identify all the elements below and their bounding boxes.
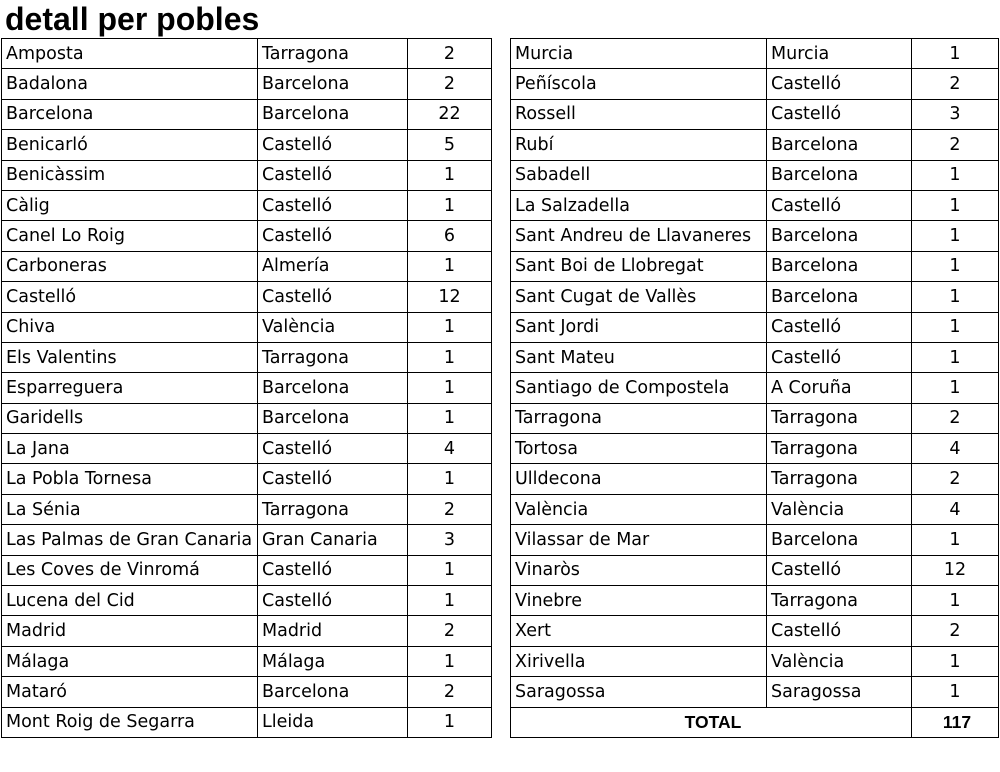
count-cell: 1 xyxy=(912,342,999,372)
province-cell: Tarragona xyxy=(767,586,912,616)
table-row xyxy=(511,312,999,342)
province-cell: València xyxy=(767,646,912,676)
count-cell: 1 xyxy=(408,707,492,737)
province-cell: Barcelona xyxy=(258,677,408,707)
count-cell: 1 xyxy=(408,342,492,372)
province-cell: Tarragona xyxy=(258,494,408,524)
count-cell: 3 xyxy=(408,525,492,555)
count-cell: 1 xyxy=(912,525,999,555)
count-cell: 1 xyxy=(912,160,999,190)
town-cell: Tarragona xyxy=(511,403,767,433)
count-cell: 2 xyxy=(408,677,492,707)
town-cell: Madrid xyxy=(2,616,258,646)
table-row xyxy=(511,282,999,312)
count-cell: 2 xyxy=(912,69,999,99)
town-cell: Chiva xyxy=(2,312,258,342)
table-row xyxy=(2,130,492,160)
town-cell: Tortosa xyxy=(511,434,767,464)
total-label: TOTAL xyxy=(511,707,912,737)
town-cell: Carboneras xyxy=(2,251,258,281)
town-cell: Benicarló xyxy=(2,130,258,160)
table-row xyxy=(2,69,492,99)
count-cell: 2 xyxy=(912,403,999,433)
province-cell: Castelló xyxy=(258,282,408,312)
count-cell: 1 xyxy=(408,312,492,342)
count-cell: 4 xyxy=(408,434,492,464)
count-cell: 2 xyxy=(408,69,492,99)
table-row xyxy=(511,251,999,281)
town-cell: La Jana xyxy=(2,434,258,464)
town-cell: Rossell xyxy=(511,99,767,129)
table-row xyxy=(2,525,492,555)
count-cell: 1 xyxy=(408,646,492,676)
province-cell: Castelló xyxy=(258,130,408,160)
table-row xyxy=(2,39,492,69)
province-cell: A Coruña xyxy=(767,373,912,403)
count-cell: 1 xyxy=(912,586,999,616)
table-row xyxy=(2,99,492,129)
count-cell: 3 xyxy=(912,99,999,129)
table-row xyxy=(2,342,492,372)
town-cell: Santiago de Compostela xyxy=(511,373,767,403)
town-cell: La Pobla Tornesa xyxy=(2,464,258,494)
town-cell: La Salzadella xyxy=(511,190,767,220)
town-cell: Càlig xyxy=(2,190,258,220)
count-cell: 1 xyxy=(408,251,492,281)
town-cell: Castelló xyxy=(2,282,258,312)
province-cell: Tarragona xyxy=(767,434,912,464)
towns-table-left xyxy=(1,38,492,738)
province-cell: Castelló xyxy=(767,555,912,585)
province-cell: Barcelona xyxy=(258,69,408,99)
town-cell: Esparreguera xyxy=(2,373,258,403)
province-cell: Málaga xyxy=(258,646,408,676)
table-row xyxy=(2,555,492,585)
count-cell: 2 xyxy=(408,39,492,69)
count-cell: 2 xyxy=(408,616,492,646)
towns-table-right xyxy=(510,38,999,738)
count-cell: 6 xyxy=(408,221,492,251)
province-cell: Tarragona xyxy=(767,403,912,433)
town-cell: Sant Andreu de Llavaneres xyxy=(511,221,767,251)
count-cell: 22 xyxy=(408,99,492,129)
table-row xyxy=(511,525,999,555)
table-row xyxy=(511,464,999,494)
towns-table-left-body xyxy=(2,39,492,738)
province-cell: Castelló xyxy=(258,160,408,190)
table-row xyxy=(2,221,492,251)
table-row xyxy=(2,707,492,737)
town-cell: Peñíscola xyxy=(511,69,767,99)
table-row xyxy=(511,616,999,646)
province-cell: Gran Canaria xyxy=(258,525,408,555)
province-cell: Castelló xyxy=(767,342,912,372)
town-cell: Sabadell xyxy=(511,160,767,190)
province-cell: Castelló xyxy=(258,221,408,251)
province-cell: Lleida xyxy=(258,707,408,737)
count-cell: 1 xyxy=(912,39,999,69)
count-cell: 1 xyxy=(408,555,492,585)
town-cell: Xert xyxy=(511,616,767,646)
table-row xyxy=(511,555,999,585)
province-cell: Barcelona xyxy=(767,221,912,251)
province-cell: Barcelona xyxy=(767,251,912,281)
town-cell: Rubí xyxy=(511,130,767,160)
town-cell: Las Palmas de Gran Canaria xyxy=(2,525,258,555)
province-cell: Saragossa xyxy=(767,677,912,707)
province-cell: Tarragona xyxy=(258,39,408,69)
total-row xyxy=(511,707,999,737)
province-cell: Castelló xyxy=(258,586,408,616)
table-row xyxy=(511,586,999,616)
province-cell: Castelló xyxy=(767,99,912,129)
table-row xyxy=(511,160,999,190)
table-row xyxy=(511,190,999,220)
town-cell: Ulldecona xyxy=(511,464,767,494)
table-row xyxy=(2,494,492,524)
table-row xyxy=(2,282,492,312)
count-cell: 1 xyxy=(912,677,999,707)
count-cell: 4 xyxy=(912,494,999,524)
province-cell: Castelló xyxy=(767,616,912,646)
towns-table-right-body xyxy=(511,39,999,708)
table-row xyxy=(2,434,492,464)
count-cell: 1 xyxy=(912,373,999,403)
table-row xyxy=(511,39,999,69)
count-cell: 1 xyxy=(408,586,492,616)
province-cell: València xyxy=(767,494,912,524)
town-cell: Mont Roig de Segarra xyxy=(2,707,258,737)
count-cell: 1 xyxy=(912,190,999,220)
table-row xyxy=(2,373,492,403)
province-cell: Barcelona xyxy=(258,403,408,433)
province-cell: Madrid xyxy=(258,616,408,646)
province-cell: Barcelona xyxy=(767,282,912,312)
table-row xyxy=(2,403,492,433)
count-cell: 2 xyxy=(912,130,999,160)
table-row xyxy=(511,494,999,524)
count-cell: 1 xyxy=(408,190,492,220)
table-row xyxy=(511,221,999,251)
town-cell: Lucena del Cid xyxy=(2,586,258,616)
town-cell: Sant Mateu xyxy=(511,342,767,372)
province-cell: Tarragona xyxy=(767,464,912,494)
town-cell: Sant Cugat de Vallès xyxy=(511,282,767,312)
province-cell: Tarragona xyxy=(258,342,408,372)
count-cell: 1 xyxy=(912,312,999,342)
town-cell: Benicàssim xyxy=(2,160,258,190)
table-row xyxy=(2,677,492,707)
table-row xyxy=(2,190,492,220)
province-cell: Barcelona xyxy=(258,373,408,403)
table-row xyxy=(2,251,492,281)
town-cell: Sant Jordi xyxy=(511,312,767,342)
town-cell: Amposta xyxy=(2,39,258,69)
town-cell: Málaga xyxy=(2,646,258,676)
count-cell: 1 xyxy=(408,464,492,494)
province-cell: Barcelona xyxy=(767,525,912,555)
town-cell: Saragossa xyxy=(511,677,767,707)
table-row xyxy=(2,312,492,342)
province-cell: Castelló xyxy=(767,312,912,342)
count-cell: 12 xyxy=(912,555,999,585)
table-row xyxy=(511,403,999,433)
count-cell: 2 xyxy=(408,494,492,524)
count-cell: 12 xyxy=(408,282,492,312)
table-row xyxy=(511,646,999,676)
table-row xyxy=(511,434,999,464)
count-cell: 1 xyxy=(408,160,492,190)
province-cell: Castelló xyxy=(767,190,912,220)
count-cell: 1 xyxy=(408,403,492,433)
province-cell: València xyxy=(258,312,408,342)
province-cell: Murcia xyxy=(767,39,912,69)
table-row xyxy=(511,677,999,707)
town-cell: Les Coves de Vinromá xyxy=(2,555,258,585)
province-cell: Castelló xyxy=(258,555,408,585)
town-cell: València xyxy=(511,494,767,524)
province-cell: Barcelona xyxy=(767,160,912,190)
province-cell: Castelló xyxy=(258,190,408,220)
count-cell: 1 xyxy=(912,221,999,251)
town-cell: Garidells xyxy=(2,403,258,433)
count-cell: 4 xyxy=(912,434,999,464)
province-cell: Castelló xyxy=(767,69,912,99)
town-cell: Vilassar de Mar xyxy=(511,525,767,555)
town-cell: Sant Boi de Llobregat xyxy=(511,251,767,281)
province-cell: Castelló xyxy=(258,464,408,494)
town-cell: Xirivella xyxy=(511,646,767,676)
province-cell: Barcelona xyxy=(767,130,912,160)
count-cell: 1 xyxy=(912,646,999,676)
town-cell: Badalona xyxy=(2,69,258,99)
province-cell: Castelló xyxy=(258,434,408,464)
province-cell: Barcelona xyxy=(258,99,408,129)
table-row xyxy=(511,342,999,372)
total-value: 117 xyxy=(912,707,999,737)
count-cell: 1 xyxy=(912,282,999,312)
count-cell: 2 xyxy=(912,464,999,494)
page-title: detall per pobles xyxy=(5,1,260,37)
table-row xyxy=(2,616,492,646)
town-cell: Mataró xyxy=(2,677,258,707)
town-cell: Vinaròs xyxy=(511,555,767,585)
town-cell: Vinebre xyxy=(511,586,767,616)
town-cell: Els Valentins xyxy=(2,342,258,372)
table-row xyxy=(2,586,492,616)
count-cell: 2 xyxy=(912,616,999,646)
table-row xyxy=(511,373,999,403)
count-cell: 1 xyxy=(408,373,492,403)
count-cell: 1 xyxy=(912,251,999,281)
table-row xyxy=(511,69,999,99)
table-row xyxy=(2,464,492,494)
town-cell: Barcelona xyxy=(2,99,258,129)
table-row xyxy=(511,99,999,129)
province-cell: Almería xyxy=(258,251,408,281)
town-cell: La Sénia xyxy=(2,494,258,524)
table-row xyxy=(2,160,492,190)
count-cell: 5 xyxy=(408,130,492,160)
table-row xyxy=(2,646,492,676)
town-cell: Murcia xyxy=(511,39,767,69)
table-row xyxy=(511,130,999,160)
town-cell: Canel Lo Roig xyxy=(2,221,258,251)
